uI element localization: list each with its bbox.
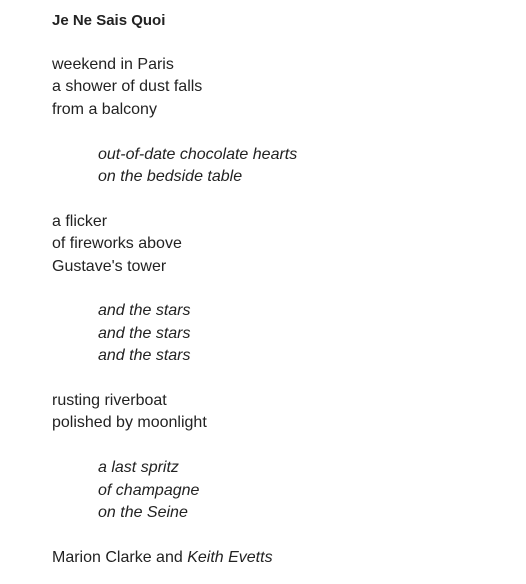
poem-line: of fireworks above: [52, 235, 182, 253]
poem-line: on the bedside table: [98, 168, 243, 186]
author-first: Marion Clarke: [52, 548, 152, 566]
poem-line: rusting riverboat: [52, 392, 167, 410]
poem: [52, 10, 512, 569]
poem-line: and the stars: [98, 347, 191, 365]
author-conjunction: and: [151, 548, 188, 566]
poem-line: polished by moonlight: [52, 414, 207, 432]
poem-line: Gustave's tower: [52, 257, 167, 275]
poem-line: and the stars: [98, 302, 191, 320]
poem-line: from a balcony: [52, 100, 157, 118]
poem-line: on the Seine: [98, 504, 188, 522]
stanza-6: [52, 457, 512, 524]
poem-line: a shower of dust falls: [52, 78, 203, 96]
stanza-3: [52, 211, 512, 278]
poem-line: a flicker: [52, 212, 108, 230]
stanza-1: [52, 54, 512, 121]
poem-line: weekend in Paris: [52, 56, 174, 73]
poem-authors: [52, 547, 512, 569]
poem-line: of champagne: [98, 481, 200, 499]
stanza-5: [52, 390, 512, 435]
poem-line: out-of-date chocolate hearts: [98, 145, 298, 163]
author-second: Keith Evetts: [187, 548, 273, 566]
stanza-4: [52, 300, 512, 367]
poem-title: Je Ne Sais Quoi: [52, 12, 166, 29]
poem-line: and the stars: [98, 324, 191, 342]
poem-line: a last spritz: [98, 459, 179, 477]
stanza-2: [52, 144, 512, 189]
